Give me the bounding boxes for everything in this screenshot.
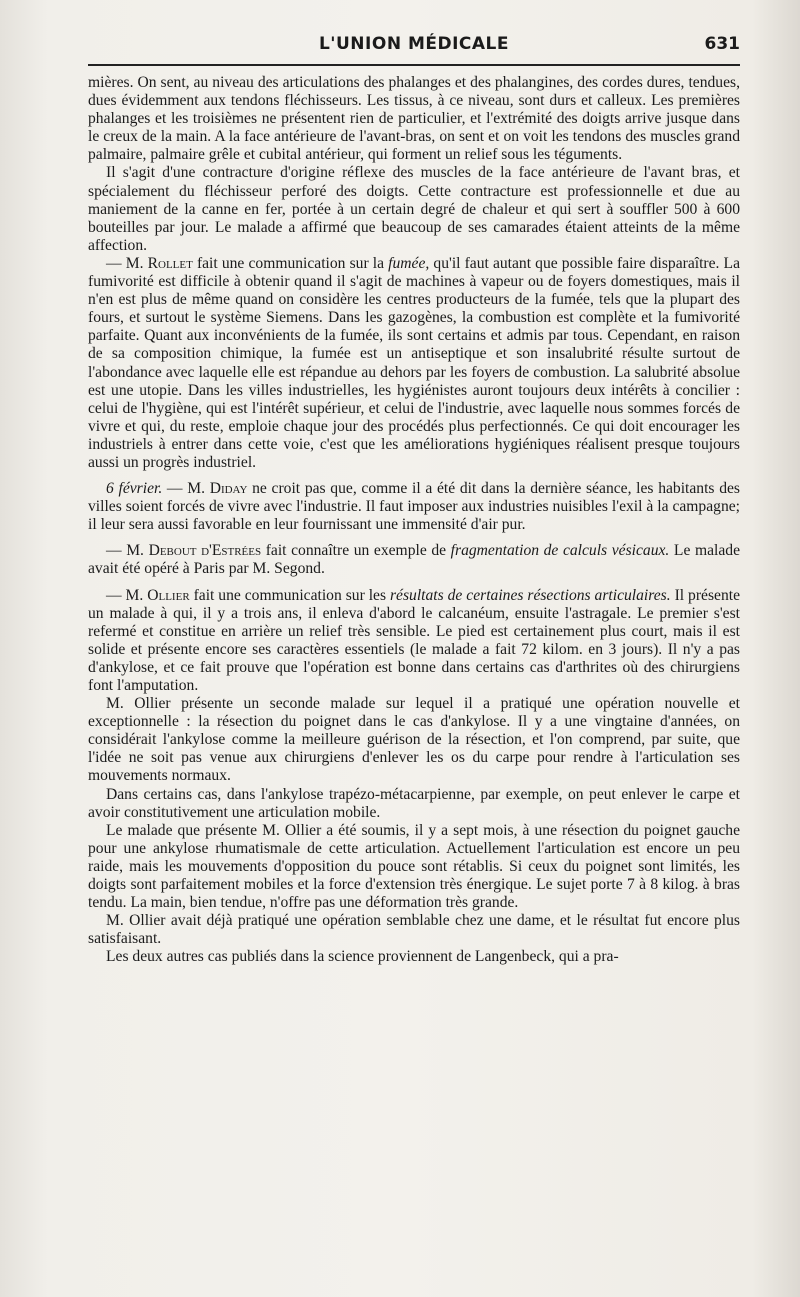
text-run: fait une communication sur les [189,586,390,604]
speaker-name: Debout d'Estrées [148,542,262,560]
paragraph-11: Les deux autres cas publiés dans la science proviennent de Langenbeck, qui a pra- [106,948,619,966]
dash-prefix: — M. [106,542,149,560]
paragraph-2: Il s'agit d'une contracture d'origine réflexe des muscles de la face antérieure de l'avant bras, et spécialement du fléchisseur perforé des doigts. Cette contracture est professionnelle et due au maniement de la canne en fer, portée à un certain degré de chaleur et qui sert à souffler 500 à 600 bouteilles par jour. Le malade a affirmé que beaucoup de ses camarades étaient atteints de la même affection. [88,164,740,254]
paragraph-9: Le malade que présente M. Ollier a été soumis, il y a sept mois, à une résection du poignet gauche pour une ankylose rhumatismale de cette articulation. Actuellement l'articulation est encore un peu raide, mais les mouvements d'opposition du pouce sont rétablis. Si ceux du poignet sont limités, les doigts sont parfaitement mobiles et la force d'extension très énergique. Le sujet porte 7 à 8 kilog. à bras tendu. La main, bien tendue, n'offre pas une déformation très grande. [88,821,740,912]
paragraph-10: M. Ollier avait déjà pratiqué une opération semblable chez une dame, et le résultat fut encore plus satisfaisant. [88,912,740,948]
topic-title: résultats de certaines résections articulaires. [389,586,671,604]
running-title: L'UNION MÉDICALE [318,34,510,54]
session-date: 6 février. [106,480,163,498]
speaker-name: Ollier [147,586,190,604]
paragraph-ollier [88,587,740,696]
paragraph-rollet [88,255,740,472]
dash-prefix: — M. [106,254,148,272]
speaker-name: Diday [209,480,248,498]
text-run: fait une communication sur la [192,254,389,272]
topic-title: fragmentation de calculs vésicaux. [450,542,670,560]
article-body [88,74,740,967]
dash-prefix: — M. [162,480,210,498]
text-run: fait connaître un exemple de [261,542,451,560]
paragraph-8: Dans certains cas, dans l'ankylose trapézo-métacarpienne, par exemple, on peut enlever le carpe et avoir constitutivement une articulation mobile. [88,785,740,821]
paragraph-1: mières. On sent, au niveau des articulations des phalanges et des phalangines, des cordes dures, tendues, dues évidemment aux tendons fléchisseurs. Les tissus, à ce niveau, sont durs et calleux. Les premières phalanges et les troisièmes ne présentent rien de particulier, et l'extrémité des doigts arrive jusque dans le creux de la main. A la face antérieure de l'avant-bras, on sent et on voit les tendons des muscles grand palmaire, palmaire grêle et cubital antérieur, qui forment un relief sous les téguments. [88,74,740,164]
paragraph-debout [88,542,740,578]
page-number: 631 [704,34,740,54]
text-run: Il présente un malade à qui, il y a trois ans, il enleva d'abord le calcanéum, ensuite l'astragale. Le premier s'est refermé et constitue en arrière un relief très sensible. Le pied est certainement plus court, mais il est solide et présente encore ses caractères essentiels (le malade a fait 72 kilom. en 3 jours). Il n'y a pas d'ankylose, et ce fait prouve que l'opération est bonne dans certains cas d'arthrites où des chirurgiens font l'amputation. [88,586,740,694]
text-run: qu'il faut autant que possible faire disparaître. La fumivorité est difficile à obtenir quand il s'agit de machines à vapeur ou de foyers domestiques, mais il n'en est plus de même quand on considère les centres producteurs de la fumée, tels que la plupart des fours, et surtout le système Siemens. Dans les gazogènes, la combustion est complète et la fumivorité parfaite. Quant aux inconvénients de la fumée, ils sont certains et admis par tous. Cependant, en raison de sa composition chimique, la fumée est un antiseptique et son insalubrité résulte surtout de l'abondance avec laquelle elle est répandue au dehors par les foyers de combustion. La salubrité absolue est une utopie. Dans les villes industrielles, les hygiénistes auront toujours deux intérêts à concilier : celui de l'hygiène, qui est l'intérêt supérieur, et celui de l'industrie, avec laquelle nous sommes forcés de vivre et qui, du reste, emploie chaque jour des procédés plus perfectionnés. Ce qui doit encourager les industriels à entrer dans cette voie, c'est que les améliorations hygiéniques réalisent presque toujours aussi un progrès industriel. [88,254,740,471]
text-run: Le malade avait été opéré à Paris par M. Segond. [88,542,740,578]
topic-title: fumée, [388,254,430,272]
paragraph-7: M. Ollier présente un seconde malade sur lequel il a pratiqué une opération nouvelle et exceptionnelle : la résection du poignet dans le cas d'ankylose. Il y a une vingtaine d'années, on considérait l'ankylose comme la meilleure guérison de la résection, et l'on comprend, par suite, que l'idée ne soit pas venue aux chirurgiens d'enlever les os du carpe pour rendre à l'articulation ses mouvements normaux. [88,695,740,785]
speaker-name: Rollet [147,254,193,272]
page-header [88,30,740,64]
text-run: ne croit pas que, comme il a été dit dans la dernière séance, les habitants des villes soient forcés de vivre avec l'industrie. Il faut imposer aux industries nuisibles l'exil à la campagne; il leur sera aussi favorable en leur fournissant une immensité d'air pur. [88,480,740,534]
header-rule [88,64,740,66]
dash-prefix: — M. [106,586,148,604]
paragraph-diday [88,480,740,534]
